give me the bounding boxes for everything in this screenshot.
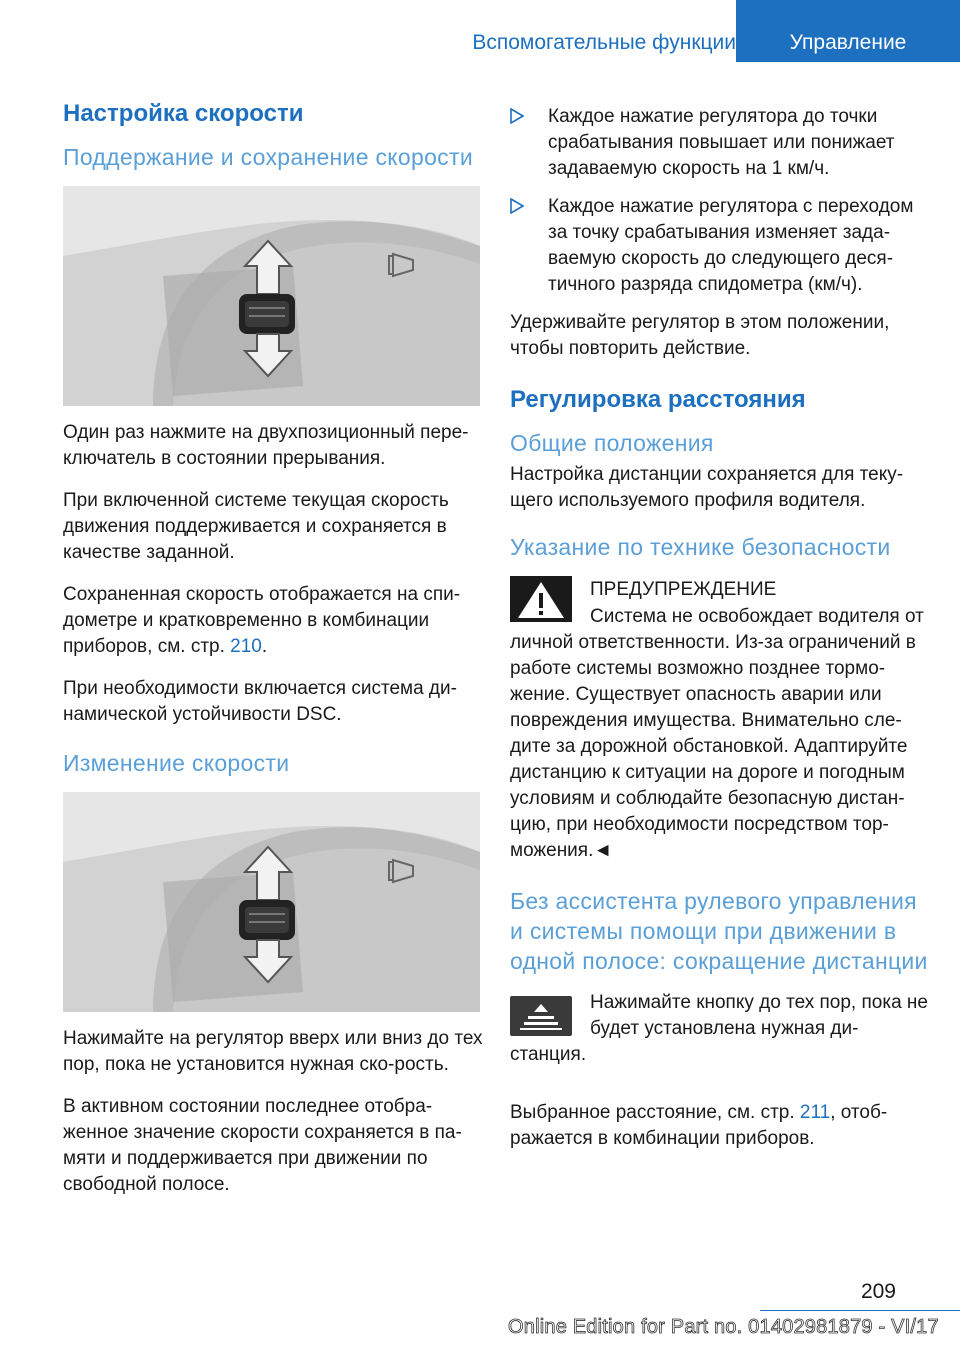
subtitle-reduce-distance: Без ассистента рулевого управления и системы помощи при движении в одной полосе: сокращение дистанции <box>510 888 928 974</box>
paragraph-general: Настройка дистанции сохраняется для теку-щего используемого профиля водителя. <box>510 464 904 511</box>
subtitle-maintain-speed: Поддержание и сохранение скорости <box>63 144 473 170</box>
warning-text: Система не освобождает водителя от личной ответственности. Из-за ограничений в работе системы возможно позднее тормо-жение. Существует опасность аварии или повреждения имущества. Внимательно сле-дите за дорожной обстановкой. Адаптируйте дистанцию к ситуации на дороге и погодным условиям и соблюдайте безопасную дистан-цию, при необходимости посредством тор-можения.◄ <box>510 606 924 861</box>
left-column <box>63 98 483 1214</box>
subtitle-change-speed: Изменение скорости <box>63 750 290 776</box>
header-section-title: Вспомогательные функции <box>472 31 736 54</box>
paragraph-press-switch: Один раз нажмите на двухпозиционный пере-ключатель в состоянии прерывания. <box>63 422 469 469</box>
right-column <box>510 104 930 1168</box>
paragraph-selected-distance: Выбранное расстояние, см. стр. 211, отоб-ражается в комбинации приборов. <box>510 1102 888 1149</box>
bullet-list <box>510 104 930 298</box>
distance-button-icon <box>510 996 572 1036</box>
warning-triangle-icon <box>510 576 572 622</box>
page-link-210[interactable]: 210 <box>230 636 262 657</box>
paragraph-selected-distance-text: Выбранное расстояние, см. стр. <box>510 1102 795 1123</box>
page-header <box>0 0 960 62</box>
section-title-distance: Регулировка расстояния <box>510 386 806 413</box>
distance-button-block <box>510 990 930 1084</box>
subtitle-general: Общие положения <box>510 430 714 456</box>
paragraph-active-state: В активном состоянии последнее отобра-женное значение скорости сохраняется в па-мяти и поддерживается при движении по свободной полосе. <box>63 1096 462 1195</box>
subtitle-safety: Указание по технике безопасности <box>510 534 891 560</box>
paragraph-speed-displayed-text: Сохраненная скорость отображается на спи-дометре и кратковременно в комбинации приборов, см. стр. <box>63 584 461 657</box>
list-item: Каждое нажатие регулятора до точки срабатывания повышает или понижает задаваемую скорость на 1 км/ч. <box>510 104 930 182</box>
paragraph-speed-displayed: Сохраненная скорость отображается на спи-дометре и кратковременно в комбинации приборов, см. стр. 210. <box>63 584 461 657</box>
triangle-bullet-icon <box>510 108 524 124</box>
page-number: 209 <box>860 1280 896 1303</box>
warning-title: ПРЕДУПРЕЖДЕНИЕ <box>590 579 777 600</box>
header-chapter-tab: Управление <box>736 0 960 62</box>
edition-watermark: Online Edition for Part no. 01402981879 - VI/17 <box>508 1316 939 1338</box>
section-title-speed-setting: Настройка скорости <box>63 100 304 127</box>
steering-wheel-rocker-image-1 <box>63 186 480 406</box>
paragraph-press-rocker: Нажимайте на регулятор вверх или вниз до тех пор, пока не установится нужная ско-рость. <box>63 1028 483 1075</box>
paragraph-press-button: Нажимайте кнопку до тех пор, пока не будет установлена нужная ди-станция. <box>510 992 928 1065</box>
paragraph-dsc: При необходимости включается система ди-намической устойчивости DSC. <box>63 678 457 725</box>
paragraph-hold-regulator: Удерживайте регулятор в этом положении, чтобы повторить действие. <box>510 312 890 359</box>
page-link-211[interactable]: 211 <box>799 1102 831 1123</box>
paragraph-speed-maintained: При включенной системе текущая скорость движения поддерживается и сохраняется в качестве заданной. <box>63 490 449 563</box>
list-item: Каждое нажатие регулятора с переходом за точку срабатывания изменяет зада-ваемую скорость до следующего деся-тичного разряда спидометра (км/ч). <box>510 194 930 298</box>
steering-wheel-rocker-image-2 <box>63 792 480 1012</box>
page-footer <box>0 1262 960 1362</box>
triangle-bullet-icon <box>510 198 524 214</box>
warning-block <box>510 576 930 864</box>
footer-divider <box>760 1310 960 1311</box>
